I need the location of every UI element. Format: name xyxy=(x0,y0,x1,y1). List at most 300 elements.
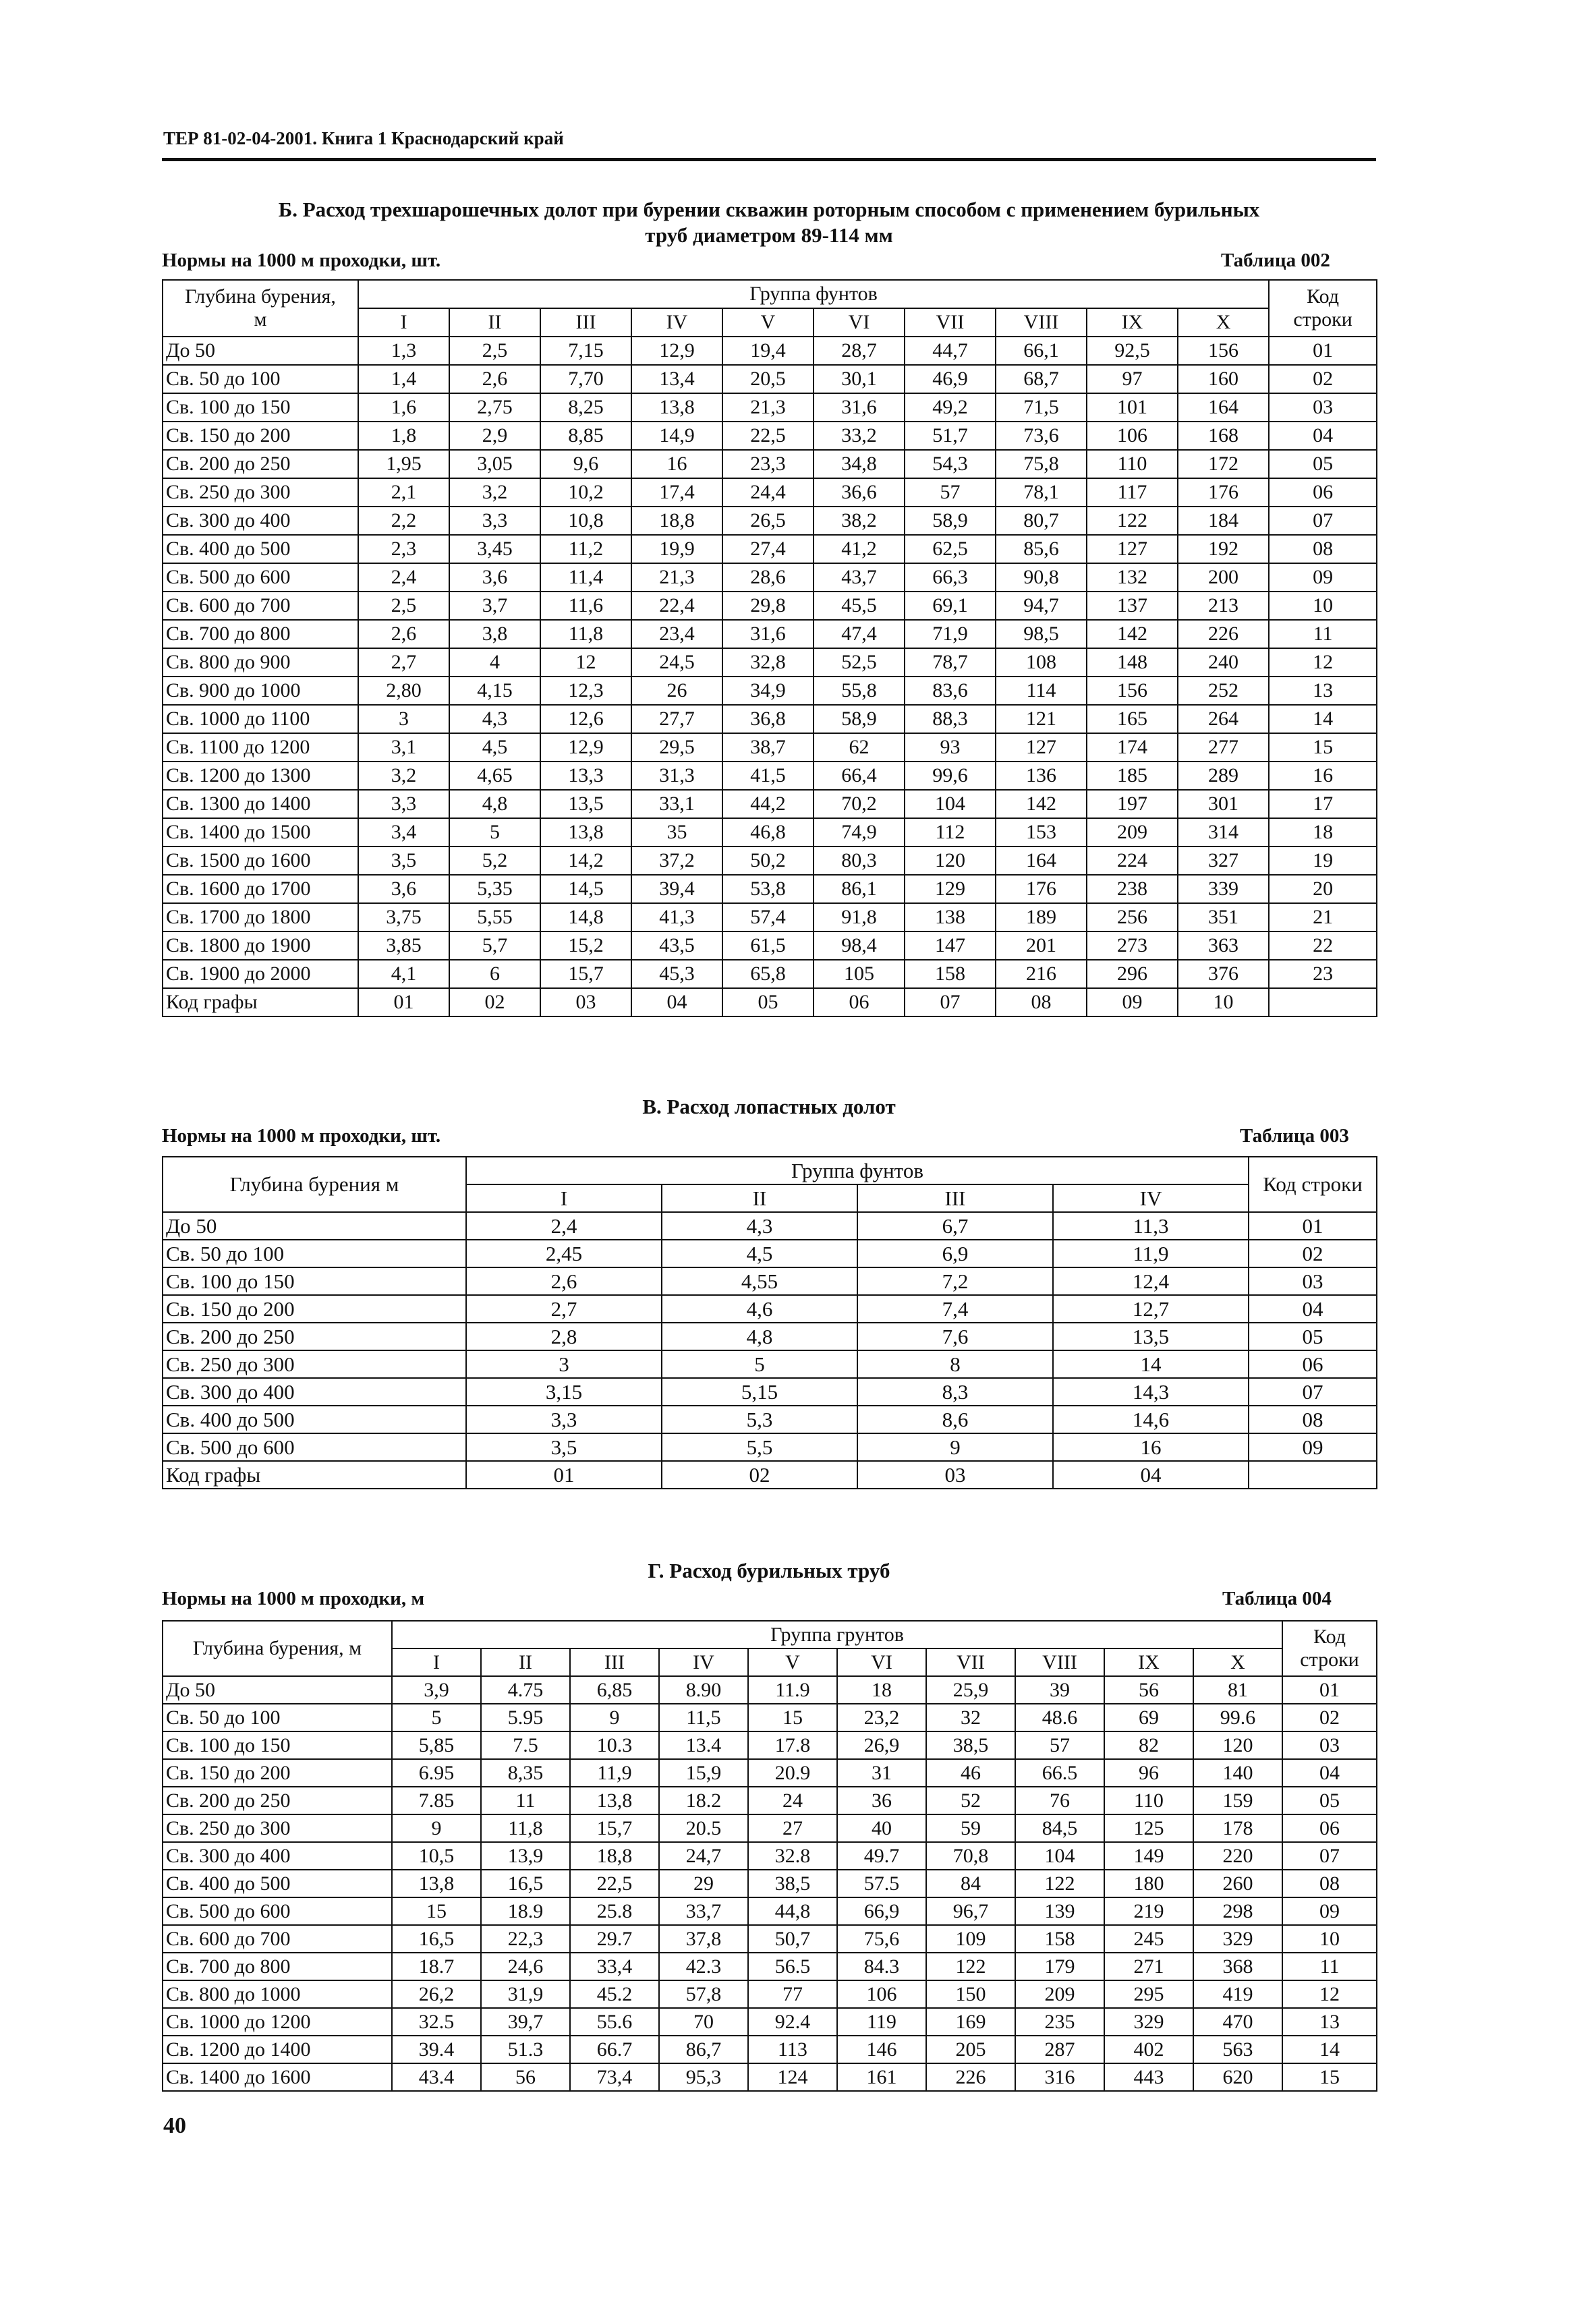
table-cell: 33,1 xyxy=(631,790,722,818)
row-label: Св. 1600 до 1700 xyxy=(163,875,358,903)
table-cell: 106 xyxy=(837,1980,926,2008)
table-cell: 75,8 xyxy=(996,450,1087,478)
table-cell: 73,6 xyxy=(996,422,1087,450)
table-cell: 2,5 xyxy=(449,337,540,365)
column-header: I xyxy=(392,1648,481,1676)
table-row xyxy=(163,903,1377,931)
row-code: 01 xyxy=(1282,1676,1377,1704)
table-cell: 25.8 xyxy=(570,1897,659,1925)
table-cell: 31,9 xyxy=(481,1980,570,2008)
table-cell: 39,4 xyxy=(631,875,722,903)
table-row xyxy=(163,393,1377,422)
table-cell: 245 xyxy=(1104,1925,1193,1953)
table-cell: 94,7 xyxy=(996,592,1087,620)
column-header: III xyxy=(857,1184,1053,1212)
table-cell: 185 xyxy=(1087,762,1178,790)
table-cell: 24,4 xyxy=(722,478,814,507)
table-cell: 287 xyxy=(1015,2036,1104,2063)
table-cell: 14 xyxy=(1053,1350,1249,1378)
table-cell: 11,3 xyxy=(1053,1212,1249,1240)
table-cell: 20.5 xyxy=(659,1814,748,1842)
row-code: 10 xyxy=(1282,1925,1377,1953)
table-cell: 45.2 xyxy=(570,1980,659,2008)
table-cell: 26,5 xyxy=(722,507,814,535)
table-cell: 44,7 xyxy=(905,337,996,365)
table-cell: 66,4 xyxy=(814,762,905,790)
table-cell: 69,1 xyxy=(905,592,996,620)
table-cell: 4.75 xyxy=(481,1676,570,1704)
row-code: 07 xyxy=(1269,507,1377,535)
table-cell: 1,3 xyxy=(358,337,449,365)
row-label: Св. 100 до 150 xyxy=(163,1267,466,1295)
group-header: Группа фунтов xyxy=(466,1157,1249,1184)
row-label: Св. 200 до 250 xyxy=(163,1323,466,1350)
table-cell: 16 xyxy=(631,450,722,478)
table-cell: 57 xyxy=(1015,1731,1104,1759)
table-cell: 02 xyxy=(662,1461,857,1489)
table-cell: 2,5 xyxy=(358,592,449,620)
table-row xyxy=(163,1842,1377,1870)
table-cell: 50,7 xyxy=(748,1925,837,1953)
depth-header: Глубина бурения, м xyxy=(163,1621,392,1676)
row-code: 09 xyxy=(1269,563,1377,592)
table-cell: 21,3 xyxy=(722,393,814,422)
row-code xyxy=(1269,988,1377,1016)
table-cell: 50,2 xyxy=(722,847,814,875)
table-cell: 5 xyxy=(662,1350,857,1378)
table-cell: 97 xyxy=(1087,365,1178,393)
row-code: 15 xyxy=(1282,2063,1377,2091)
table-cell: 06 xyxy=(814,988,905,1016)
table-cell: 08 xyxy=(996,988,1087,1016)
section-g-title: Г. Расход бурильных труб xyxy=(648,1559,890,1582)
table-cell: 5,7 xyxy=(449,931,540,960)
table-cell: 10,2 xyxy=(540,478,631,507)
table-cell: 20,5 xyxy=(722,365,814,393)
table-cell: 184 xyxy=(1178,507,1269,535)
row-code: 12 xyxy=(1282,1980,1377,2008)
table-row xyxy=(163,1323,1377,1350)
row-label: Св. 500 до 600 xyxy=(163,1433,466,1461)
table-cell: 12 xyxy=(540,648,631,677)
table-cell: 158 xyxy=(905,960,996,988)
table-cell: 20.9 xyxy=(748,1759,837,1787)
row-label: Св. 150 до 200 xyxy=(163,1759,392,1787)
table-cell: 52,5 xyxy=(814,648,905,677)
table-cell: 29 xyxy=(659,1870,748,1897)
table-cell: 66.5 xyxy=(1015,1759,1104,1787)
table-cell: 26,2 xyxy=(392,1980,481,2008)
table-cell: 252 xyxy=(1178,677,1269,705)
table-cell: 146 xyxy=(837,2036,926,2063)
table-cell: 3,1 xyxy=(358,733,449,762)
table-cell: 5,85 xyxy=(392,1731,481,1759)
table-row xyxy=(163,337,1377,365)
row-label: Св. 1900 до 2000 xyxy=(163,960,358,988)
table-row xyxy=(163,1897,1377,1925)
table-cell: 124 xyxy=(748,2063,837,2091)
table-cell: 224 xyxy=(1087,847,1178,875)
section-b-norms: Нормы на 1000 м проходки, шт. xyxy=(162,250,441,271)
column-header: III xyxy=(570,1648,659,1676)
table-cell: 36 xyxy=(837,1787,926,1814)
table-004 xyxy=(162,1620,1377,2092)
row-code: 08 xyxy=(1269,535,1377,563)
table-cell: 12,7 xyxy=(1053,1295,1249,1323)
table-cell: 3,5 xyxy=(466,1433,662,1461)
table-cell: 37,8 xyxy=(659,1925,748,1953)
table-row xyxy=(163,535,1377,563)
table-cell: 164 xyxy=(1178,393,1269,422)
table-cell: 55,8 xyxy=(814,677,905,705)
table-cell: 1,8 xyxy=(358,422,449,450)
row-label: Св. 250 до 300 xyxy=(163,1350,466,1378)
table-cell: 277 xyxy=(1178,733,1269,762)
row-label: Св. 50 до 100 xyxy=(163,1240,466,1267)
table-row xyxy=(163,1814,1377,1842)
table-cell: 132 xyxy=(1087,563,1178,592)
table-row xyxy=(163,507,1377,535)
row-code: 03 xyxy=(1282,1731,1377,1759)
table-cell: 81 xyxy=(1193,1676,1282,1704)
table-cell: 172 xyxy=(1178,450,1269,478)
column-header: I xyxy=(358,308,449,337)
table-cell: 31,3 xyxy=(631,762,722,790)
table-cell: 69 xyxy=(1104,1704,1193,1731)
column-header: IV xyxy=(1053,1184,1249,1212)
table-cell: 13.4 xyxy=(659,1731,748,1759)
table-row xyxy=(163,1267,1377,1295)
table-cell: 46,9 xyxy=(905,365,996,393)
table-cell: 295 xyxy=(1104,1980,1193,2008)
table-cell: 5 xyxy=(449,818,540,847)
row-label: Св. 900 до 1000 xyxy=(163,677,358,705)
table-cell: 219 xyxy=(1104,1897,1193,1925)
row-code: 10 xyxy=(1269,592,1377,620)
table-cell: 73,4 xyxy=(570,2063,659,2091)
column-header: I xyxy=(466,1184,662,1212)
table-003 xyxy=(162,1156,1377,1489)
table-cell: 37,2 xyxy=(631,847,722,875)
table-cell: 22,3 xyxy=(481,1925,570,1953)
code-header-line2: строки xyxy=(1293,308,1352,331)
table-cell: 113 xyxy=(748,2036,837,2063)
row-label: Св. 400 до 500 xyxy=(163,535,358,563)
row-label: Св. 300 до 400 xyxy=(163,1378,466,1406)
row-label: Св. 300 до 400 xyxy=(163,507,358,535)
table-cell: 209 xyxy=(1087,818,1178,847)
table-cell: 53,8 xyxy=(722,875,814,903)
table-cell: 197 xyxy=(1087,790,1178,818)
table-cell: 43,7 xyxy=(814,563,905,592)
table-cell: 8,85 xyxy=(540,422,631,450)
table-cell: 9 xyxy=(857,1433,1053,1461)
column-header: II xyxy=(481,1648,570,1676)
table-cell: 66.7 xyxy=(570,2036,659,2063)
table-cell: 101 xyxy=(1087,393,1178,422)
table-cell: 18,8 xyxy=(570,1842,659,1870)
table-cell: 12,3 xyxy=(540,677,631,705)
table-row xyxy=(163,790,1377,818)
column-header: IV xyxy=(659,1648,748,1676)
table-cell: 33,7 xyxy=(659,1897,748,1925)
table-cell: 03 xyxy=(540,988,631,1016)
table-cell: 7,15 xyxy=(540,337,631,365)
row-label: Св. 200 до 250 xyxy=(163,1787,392,1814)
row-code: 02 xyxy=(1269,365,1377,393)
table-cell: 22,5 xyxy=(722,422,814,450)
column-header: V xyxy=(722,308,814,337)
table-cell: 5,15 xyxy=(662,1378,857,1406)
table-cell: 121 xyxy=(996,705,1087,733)
row-label: Св. 1000 до 1100 xyxy=(163,705,358,733)
table-cell: 5,5 xyxy=(662,1433,857,1461)
table-cell: 47,4 xyxy=(814,620,905,648)
table-cell: 41,5 xyxy=(722,762,814,790)
table-cell: 238 xyxy=(1087,875,1178,903)
table-cell: 6 xyxy=(449,960,540,988)
row-code: 12 xyxy=(1269,648,1377,677)
table-cell: 176 xyxy=(1178,478,1269,507)
table-cell: 92,5 xyxy=(1087,337,1178,365)
table-cell: 49.7 xyxy=(837,1842,926,1870)
section-b-title-line1: Б. Расход трехшарошечных долот при бурении скважин роторным способом с применением бурильных xyxy=(278,198,1260,221)
row-label: Св. 150 до 200 xyxy=(163,1295,466,1323)
table-cell: 3,3 xyxy=(449,507,540,535)
table-cell: 39.4 xyxy=(392,2036,481,2063)
table-cell: 260 xyxy=(1193,1870,1282,1897)
table-row xyxy=(163,648,1377,677)
table-cell: 316 xyxy=(1015,2063,1104,2091)
row-label: Св. 500 до 600 xyxy=(163,563,358,592)
table-cell: 86,7 xyxy=(659,2036,748,2063)
table-cell: 85,6 xyxy=(996,535,1087,563)
table-cell: 2,6 xyxy=(358,620,449,648)
row-label: До 50 xyxy=(163,1212,466,1240)
table-cell: 70 xyxy=(659,2008,748,2036)
table-cell: 39,7 xyxy=(481,2008,570,2036)
table-cell: 19,9 xyxy=(631,535,722,563)
table-cell: 2,4 xyxy=(466,1212,662,1240)
table-cell: 12,9 xyxy=(540,733,631,762)
table-cell: 19,4 xyxy=(722,337,814,365)
table-cell: 158 xyxy=(1015,1925,1104,1953)
table-cell: 108 xyxy=(996,648,1087,677)
row-code: 21 xyxy=(1269,903,1377,931)
table-cell: 44,8 xyxy=(748,1897,837,1925)
table-cell: 264 xyxy=(1178,705,1269,733)
table-cell: 117 xyxy=(1087,478,1178,507)
row-code: 09 xyxy=(1249,1433,1377,1461)
table-cell: 77 xyxy=(748,1980,837,2008)
table-cell: 05 xyxy=(722,988,814,1016)
row-code: 01 xyxy=(1269,337,1377,365)
table-cell: 7,4 xyxy=(857,1295,1053,1323)
table-cell: 3,3 xyxy=(466,1406,662,1433)
table-row xyxy=(163,733,1377,762)
table-cell: 273 xyxy=(1087,931,1178,960)
row-code: 14 xyxy=(1269,705,1377,733)
table-cell: 11 xyxy=(481,1787,570,1814)
table-cell: 74,9 xyxy=(814,818,905,847)
table-cell: 4,6 xyxy=(662,1295,857,1323)
table-cell: 3,2 xyxy=(449,478,540,507)
table-cell: 8.90 xyxy=(659,1676,748,1704)
table-cell: 32,8 xyxy=(722,648,814,677)
table-cell: 4,3 xyxy=(449,705,540,733)
table-cell: 10 xyxy=(1178,988,1269,1016)
table-cell: 14,6 xyxy=(1053,1406,1249,1433)
column-header: VIII xyxy=(1015,1648,1104,1676)
column-header: VII xyxy=(905,308,996,337)
table-cell: 7,2 xyxy=(857,1267,1053,1295)
table-cell: 12,4 xyxy=(1053,1267,1249,1295)
table-cell: 2,7 xyxy=(466,1295,662,1323)
table-cell: 8,25 xyxy=(540,393,631,422)
table-cell: 139 xyxy=(1015,1897,1104,1925)
row-code: 22 xyxy=(1269,931,1377,960)
row-label: Св. 600 до 700 xyxy=(163,592,358,620)
table-cell: 48.6 xyxy=(1015,1704,1104,1731)
table-cell: 6,7 xyxy=(857,1212,1053,1240)
table-row xyxy=(163,422,1377,450)
column-header: VIII xyxy=(996,308,1087,337)
table-cell: 351 xyxy=(1178,903,1269,931)
table-row xyxy=(163,592,1377,620)
table-cell: 38,5 xyxy=(748,1870,837,1897)
table-cell: 3,05 xyxy=(449,450,540,478)
table-cell: 226 xyxy=(1178,620,1269,648)
table-cell: 114 xyxy=(996,677,1087,705)
table-cell: 36,8 xyxy=(722,705,814,733)
table-cell: 59 xyxy=(926,1814,1015,1842)
table-cell: 2,8 xyxy=(466,1323,662,1350)
table-cell: 11,2 xyxy=(540,535,631,563)
table-cell: 82 xyxy=(1104,1731,1193,1759)
code-header-line1: Код xyxy=(1307,285,1340,308)
table-cell: 96,7 xyxy=(926,1897,1015,1925)
table-row xyxy=(163,875,1377,903)
row-label: Св. 250 до 300 xyxy=(163,1814,392,1842)
table-cell: 15,7 xyxy=(540,960,631,988)
table-cell: 04 xyxy=(1053,1461,1249,1489)
table-row xyxy=(163,1870,1377,1897)
table-cell: 91,8 xyxy=(814,903,905,931)
table-cell: 11,8 xyxy=(481,1814,570,1842)
table-cell: 83,6 xyxy=(905,677,996,705)
row-label: До 50 xyxy=(163,337,358,365)
table-cell: 6,85 xyxy=(570,1676,659,1704)
table-cell: 66,9 xyxy=(837,1897,926,1925)
table-cell: 14,3 xyxy=(1053,1378,1249,1406)
table-cell: 3,6 xyxy=(358,875,449,903)
row-code: 01 xyxy=(1249,1212,1377,1240)
table-cell: 4,8 xyxy=(662,1323,857,1350)
table-cell: 28,7 xyxy=(814,337,905,365)
table-cell: 14,9 xyxy=(631,422,722,450)
table-cell: 112 xyxy=(905,818,996,847)
table-cell: 13,3 xyxy=(540,762,631,790)
column-header: VI xyxy=(814,308,905,337)
table-row xyxy=(163,1212,1377,1240)
table-cell: 153 xyxy=(996,818,1087,847)
table-cell: 8 xyxy=(857,1350,1053,1378)
table-cell: 2,45 xyxy=(466,1240,662,1267)
row-code: 19 xyxy=(1269,847,1377,875)
table-cell: 22,5 xyxy=(570,1870,659,1897)
table-cell: 4,3 xyxy=(662,1212,857,1240)
table-cell: 3 xyxy=(466,1350,662,1378)
row-label: Св. 1700 до 1800 xyxy=(163,903,358,931)
table-cell: 18.9 xyxy=(481,1897,570,1925)
table-row xyxy=(163,450,1377,478)
table-cell: 3,9 xyxy=(392,1676,481,1704)
table-cell: 176 xyxy=(996,875,1087,903)
table-row xyxy=(163,1731,1377,1759)
depth-header-line1: Глубина бурения, xyxy=(185,285,336,308)
table-cell: 17.8 xyxy=(748,1731,837,1759)
table-cell: 52 xyxy=(926,1787,1015,1814)
table-cell: 4,1 xyxy=(358,960,449,988)
table-cell: 620 xyxy=(1193,2063,1282,2091)
table-cell: 156 xyxy=(1178,337,1269,365)
table-cell: 14,5 xyxy=(540,875,631,903)
table-cell: 174 xyxy=(1087,733,1178,762)
table-cell: 5,55 xyxy=(449,903,540,931)
table-cell: 256 xyxy=(1087,903,1178,931)
section-v-table-label: Таблица 003 xyxy=(1240,1125,1349,1147)
table-cell: 15 xyxy=(748,1704,837,1731)
row-label: Св. 100 до 150 xyxy=(163,1731,392,1759)
row-label: Св. 300 до 400 xyxy=(163,1842,392,1870)
table-cell: 104 xyxy=(905,790,996,818)
table-cell: 43.4 xyxy=(392,2063,481,2091)
table-cell: 122 xyxy=(926,1953,1015,1980)
table-cell: 92.4 xyxy=(748,2008,837,2036)
table-cell: 13,5 xyxy=(540,790,631,818)
table-cell: 95,3 xyxy=(659,2063,748,2091)
table-row xyxy=(163,847,1377,875)
table-row xyxy=(163,1350,1377,1378)
table-cell: 57,4 xyxy=(722,903,814,931)
row-label: До 50 xyxy=(163,1676,392,1704)
table-cell: 11,9 xyxy=(570,1759,659,1787)
table-cell: 289 xyxy=(1178,762,1269,790)
row-code: 07 xyxy=(1249,1378,1377,1406)
row-label: Св. 1800 до 1900 xyxy=(163,931,358,960)
table-cell: 164 xyxy=(996,847,1087,875)
row-code: 03 xyxy=(1249,1267,1377,1295)
table-cell: 5,3 xyxy=(662,1406,857,1433)
table-cell: 8,6 xyxy=(857,1406,1053,1433)
table-cell: 02 xyxy=(449,988,540,1016)
row-label: Св. 800 до 1000 xyxy=(163,1980,392,2008)
table-cell: 01 xyxy=(466,1461,662,1489)
table-cell: 2,1 xyxy=(358,478,449,507)
table-cell: 29,5 xyxy=(631,733,722,762)
table-row xyxy=(163,2008,1377,2036)
group-header: Группа грунтов xyxy=(392,1621,1282,1648)
table-cell: 31,6 xyxy=(722,620,814,648)
table-cell: 34,8 xyxy=(814,450,905,478)
table-cell: 16 xyxy=(1053,1433,1249,1461)
table-cell: 3,5 xyxy=(358,847,449,875)
table-cell: 07 xyxy=(905,988,996,1016)
row-code: 05 xyxy=(1249,1323,1377,1350)
table-cell: 76 xyxy=(1015,1787,1104,1814)
table-cell: 4,55 xyxy=(662,1267,857,1295)
table-row xyxy=(163,705,1377,733)
